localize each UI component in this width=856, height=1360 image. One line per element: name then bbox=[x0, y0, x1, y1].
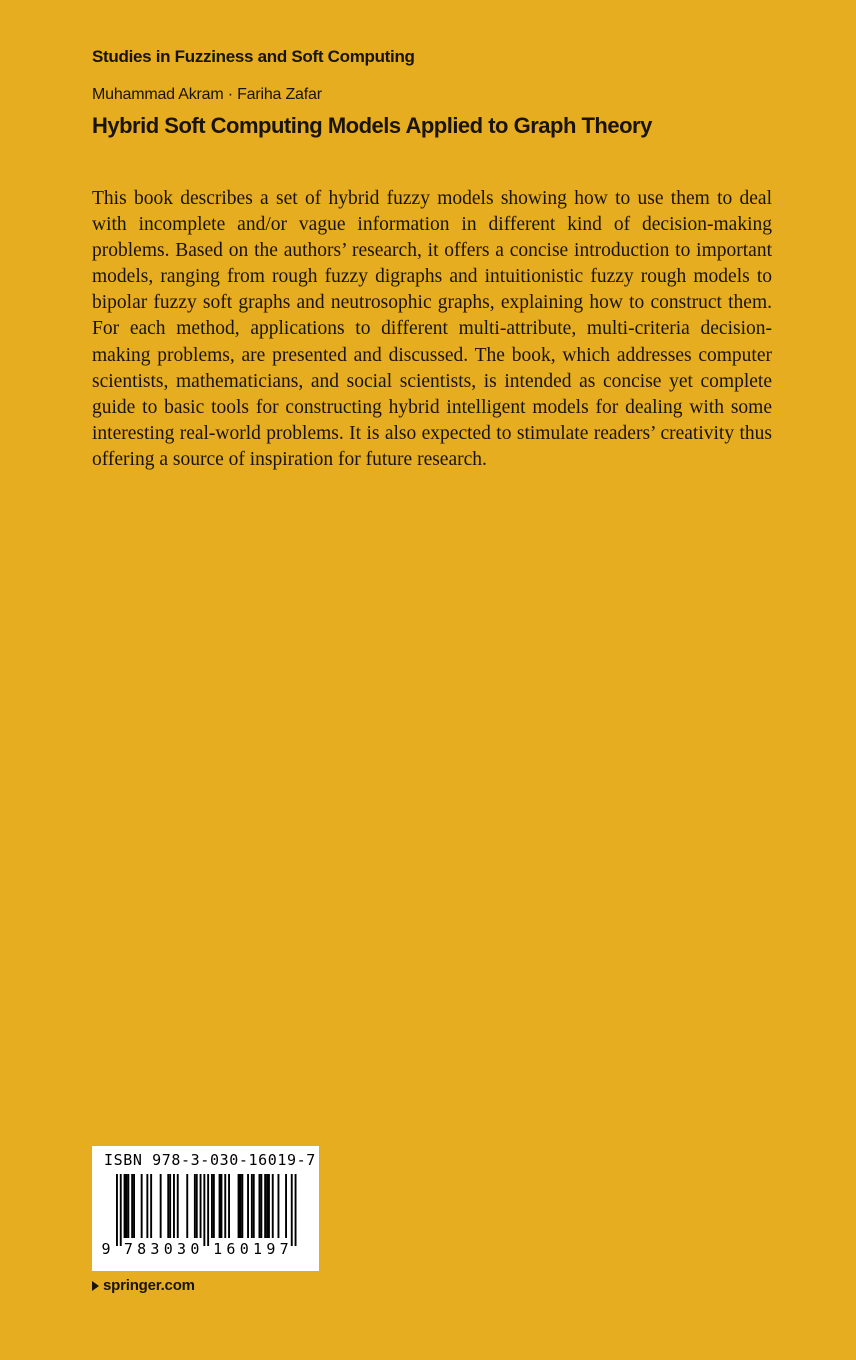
barcode-bar bbox=[240, 1174, 242, 1238]
barcode-bar bbox=[177, 1174, 179, 1238]
barcode-bars bbox=[92, 1174, 319, 1264]
barcode-digit: 0 bbox=[239, 1240, 249, 1258]
barcode-bar bbox=[259, 1174, 261, 1238]
barcode-bar bbox=[167, 1174, 169, 1238]
triangle-right-icon bbox=[92, 1281, 99, 1291]
barcode-bar bbox=[150, 1174, 152, 1238]
isbn-barcode bbox=[92, 1146, 319, 1271]
barcode-bar bbox=[116, 1174, 118, 1246]
barcode-bar bbox=[219, 1174, 221, 1238]
publisher-link-label: springer.com bbox=[103, 1277, 195, 1294]
barcode-bar bbox=[196, 1174, 198, 1238]
barcode-bar bbox=[131, 1174, 133, 1238]
barcode-bar bbox=[186, 1174, 188, 1238]
barcode-bar bbox=[126, 1174, 128, 1238]
barcode-bar bbox=[268, 1174, 270, 1238]
book-title: Hybrid Soft Computing Models Applied to Graph Theory bbox=[92, 113, 652, 138]
barcode-bar bbox=[207, 1174, 209, 1246]
barcode-bar bbox=[211, 1174, 213, 1238]
barcode-digit: 9 bbox=[266, 1240, 276, 1258]
barcode-digit: 7 bbox=[279, 1240, 289, 1258]
barcode-bar bbox=[272, 1174, 274, 1238]
barcode-digit: 3 bbox=[177, 1240, 187, 1258]
barcode-bar bbox=[120, 1174, 122, 1246]
barcode-bar bbox=[238, 1174, 240, 1238]
barcode-bar bbox=[278, 1174, 280, 1238]
barcode-bar bbox=[260, 1174, 262, 1238]
barcode-bar bbox=[247, 1174, 249, 1238]
barcode-bar bbox=[264, 1174, 266, 1238]
barcode-bar bbox=[291, 1174, 293, 1246]
barcode-bar bbox=[124, 1174, 126, 1238]
barcode-digit: 0 bbox=[190, 1240, 200, 1258]
barcode-digit: 1 bbox=[253, 1240, 263, 1258]
book-description: This book describes a set of hybrid fuzzy models showing how to use them to deal with incomplete and/or vague information in different kind of decision-making problems. Based on the authors’ research, it offers a concise introduction to important models, ranging from rough fuzzy digraphs and intuitionistic fuzzy rough models to bipolar fuzzy soft graphs and neutrosophic graphs, explaining how to construct them. For each method, applications to different multi-attribute, multi-criteria decision-making problems, are presented and discussed. The book, which addresses computer scientists, mathematicians, and social scientists, is intended as concise yet complete guide to basic tools for constructing hybrid intelligent models for dealing with some interesting real-world problems. It is also expected to stimulate readers’ creativity thus offering a source of inspiration for future research. bbox=[92, 188, 772, 470]
barcode-bar bbox=[133, 1174, 135, 1238]
barcode-bar bbox=[141, 1174, 143, 1238]
barcode-bar bbox=[221, 1174, 223, 1238]
barcode-digit: 0 bbox=[163, 1240, 173, 1258]
series-title: Studies in Fuzziness and Soft Computing bbox=[92, 47, 415, 66]
barcode-bar bbox=[127, 1174, 129, 1238]
barcode-bar bbox=[228, 1174, 230, 1238]
barcode-bar bbox=[241, 1174, 243, 1238]
barcode-bar bbox=[295, 1174, 297, 1246]
barcode-bar bbox=[213, 1174, 215, 1238]
barcode-bar bbox=[169, 1174, 171, 1238]
barcode-bar bbox=[160, 1174, 162, 1238]
barcode-bar bbox=[173, 1174, 175, 1238]
book-authors: Muhammad Akram · Fariha Zafar bbox=[92, 86, 322, 103]
barcode-bar bbox=[285, 1174, 287, 1238]
barcode-bar bbox=[194, 1174, 196, 1238]
barcode-digit: 8 bbox=[137, 1240, 147, 1258]
barcode-bar bbox=[224, 1174, 226, 1238]
barcode-bar bbox=[251, 1174, 253, 1238]
barcode-digit: 9 bbox=[101, 1240, 111, 1258]
isbn-label: ISBN 978-3-030-16019-7 bbox=[104, 1151, 316, 1169]
barcode-bar bbox=[200, 1174, 202, 1238]
barcode-bar bbox=[266, 1174, 268, 1238]
barcode-bar bbox=[203, 1174, 205, 1246]
barcode-bar bbox=[253, 1174, 255, 1238]
barcode-digit: 1 bbox=[213, 1240, 223, 1258]
publisher-link[interactable] bbox=[92, 1277, 195, 1294]
barcode-digit: 6 bbox=[226, 1240, 236, 1258]
barcode-bar bbox=[146, 1174, 148, 1238]
barcode-digit: 3 bbox=[150, 1240, 160, 1258]
barcode-digit: 7 bbox=[123, 1240, 133, 1258]
